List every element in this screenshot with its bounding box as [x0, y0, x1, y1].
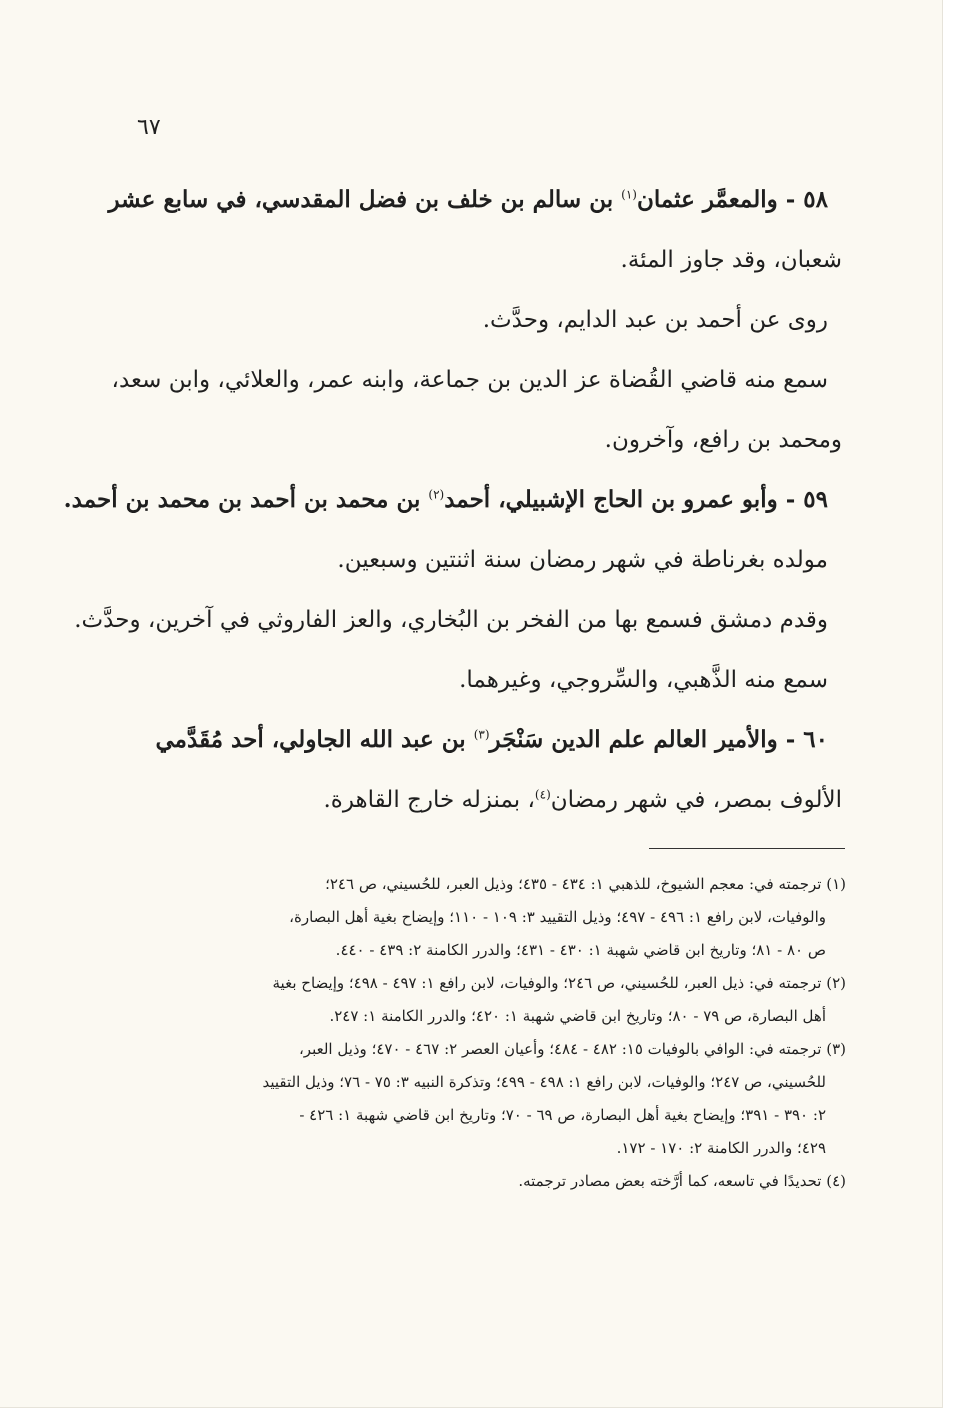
- footnote-1-cont: ص ٨٠ - ٨١؛ وتاريخ ابن قاضي شهبة ١: ٤٣٠ - ٤٣١؛ والدرر الكامنة ٢: ٤٣٩ - ٤٤٠.: [335, 941, 826, 959]
- entry-58-heading: [108, 170, 842, 230]
- entry-59-paragraph-2: وقدم دمشق فسمع بها من الفخر بن البُخاري، والعز الفاروثي في آخرين، وحدَّث.: [74, 607, 828, 633]
- entry-60-number: ٦٠ -: [777, 726, 828, 753]
- footnote-3: (٣) ترجمته في: الوافي بالوفيات ١٥: ٤٨٢ - ٤٨٤؛ وأعيان العصر ٢: ٤٦٧ - ٤٧٠؛ وذيل العبر،: [298, 1040, 846, 1058]
- footnote-ref-1[interactable]: (١): [621, 187, 637, 202]
- entry-59-rest: بن محمد بن أحمد بن محمد بن أحمد.: [63, 486, 429, 513]
- footnote-1: (١) ترجمته في: معجم الشيوخ، للذهبي ١: ٤٣٤ - ٤٣٥؛ وذيل العبر، للحُسيني، ص ٢٤٦؛: [325, 875, 846, 893]
- entry-60-line2: [130, 770, 842, 830]
- entry-60-line2-b: ، بمنزله خارج القاهرة.: [323, 787, 535, 813]
- entry-60-rest: بن عبد الله الجاولي، أحد مُقَدَّمي: [155, 726, 474, 753]
- footnote-1-cont: والوفيات، لابن رافع ١: ٤٩٦ - ٤٩٧؛ وذيل التقييد ٣: ١٠٩ - ١١٠؛ وإيضاح بغية أهل البصارة،: [289, 908, 826, 926]
- entry-59-number: ٥٩ -: [777, 486, 828, 513]
- footnote-2: (٢) ترجمته في: ذيل العبر، للحُسيني، ص ٢٤٦؛ والوفيات، لابن رافع ١: ٤٩٧ - ٤٩٨؛ وإيضاح بغية: [272, 974, 846, 992]
- footnote-ref-3[interactable]: (٣): [473, 727, 490, 742]
- entry-59-name: وأبو عمرو بن الحاج الإشبيلي، أحمد: [444, 486, 778, 513]
- entry-58-number: ٥٨ -: [777, 186, 828, 213]
- main-text: [63, 170, 842, 830]
- footnote-3-cont: ٢: ٣٩٠ - ٣٩١؛ وإيضاح بغية أهل البصارة، ص ٦٩ - ٧٠؛ وتاريخ ابن قاضي شهبة ١: ٤٢٦ -: [299, 1106, 826, 1124]
- entry-58-rest: بن سالم بن خلف بن فضل المقدسي، في سابع عشر: [108, 186, 622, 213]
- entry-60-heading: [130, 710, 842, 770]
- entry-58-paragraph-2: سمع منه قاضي القُضاة عز الدين بن جماعة، وابنه عمر، والعلائي، وابن سعد،: [111, 367, 828, 393]
- footnote-3-cont: ٤٢٩؛ والدرر الكامنة ٢: ١٧٠ - ١٧٢.: [616, 1139, 826, 1157]
- entry-58-paragraph-1: روى عن أحمد بن عبد الدايم، وحدَّث.: [482, 307, 828, 333]
- entry-58-paragraph-2-cont: ومحمد بن رافع، وآخرون.: [604, 427, 842, 453]
- entry-60-line2-a: الألوف بمصر، في شهر رمضان: [550, 787, 842, 813]
- entry-59-paragraph-1: مولده بغرناطة في شهر رمضان سنة اثنتين وسبعين.: [337, 547, 828, 573]
- footnote-separator: [649, 848, 845, 849]
- entry-59-paragraph-3: سمع منه الذَّهبي، والسِّروجي، وغيرهما.: [459, 667, 828, 693]
- footnote-3-cont: للحُسيني، ص ٢٤٧؛ والوفيات، لابن رافع ١: ٤٩٨ - ٤٩٩؛ وتذكرة النبيه ٣: ٧٥ - ٧٦؛ وذيل التقييد: [262, 1073, 826, 1091]
- page-number: ٦٧: [137, 115, 161, 140]
- footnote-2-cont: أهل البصارة، ص ٧٩ - ٨٠؛ وتاريخ ابن قاضي شهبة ١: ٤٢٠؛ والدرر الكامنة ١: ٢٤٧.: [329, 1007, 826, 1025]
- footnote-4: (٤) تحديدًا في تاسعه، كما أرَّخته بعض مصادر ترجمته.: [518, 1172, 846, 1190]
- footnote-ref-2[interactable]: (٢): [428, 487, 445, 502]
- footnote-ref-4[interactable]: (٤): [534, 787, 551, 802]
- entry-59-heading: [63, 470, 842, 530]
- entry-58-name: والمعمَّر عثمان: [636, 186, 778, 213]
- entry-58-line2: شعبان، وقد جاوز المئة.: [620, 247, 842, 273]
- footnotes: [130, 868, 846, 1198]
- entry-60-name: والأمير العالم علم الدين سَنْجَر: [489, 726, 778, 753]
